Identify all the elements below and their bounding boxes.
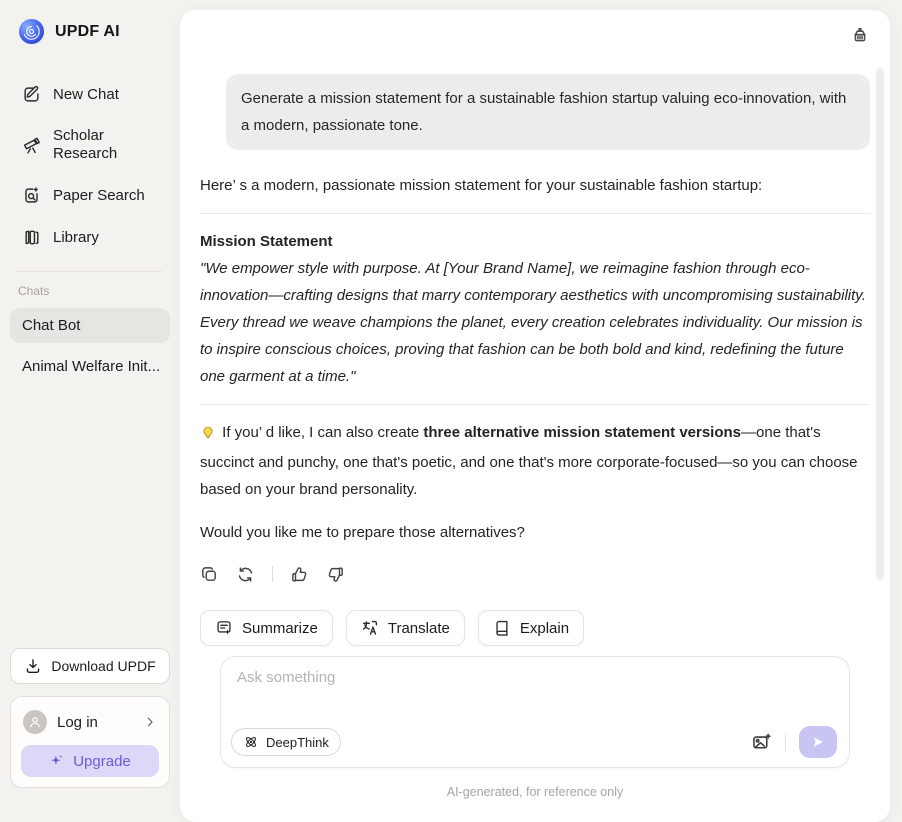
chat-scrollbar[interactable] xyxy=(876,68,884,580)
tip-text: —one that's succinct and punchy, one that's poetic, and one that's more corporate-focused—so you can choose based on your brand personality. xyxy=(200,424,858,498)
download-updf-button[interactable] xyxy=(10,648,170,684)
tip-bold-text: three alternative mission statement versions xyxy=(423,424,742,441)
assistant-intro: Here’ s a modern, passionate mission statement for your sustainable fashion startup: xyxy=(200,177,763,194)
explain-icon xyxy=(493,619,511,637)
sidebar-spacer xyxy=(10,390,170,648)
thumbs-down-button[interactable] xyxy=(326,565,345,584)
user-message-bubble: Generate a mission statement for a sustainable fashion startup valuing eco-innovation, with a modern, passionate tone. xyxy=(226,74,870,150)
sidebar-item-scholar-research[interactable] xyxy=(10,119,170,171)
brand xyxy=(18,18,170,45)
chats-section-label: Chats xyxy=(18,284,50,298)
lightbulb-icon xyxy=(200,422,216,449)
copy-button[interactable] xyxy=(200,565,219,584)
sidebar-item-label: New Chat xyxy=(53,85,119,103)
regenerate-button[interactable] xyxy=(236,565,255,584)
sparkle-icon xyxy=(49,753,65,769)
brand-name: UPDF AI xyxy=(55,22,120,40)
deepthink-toggle[interactable] xyxy=(231,728,341,756)
deepthink-label: DeepThink xyxy=(266,734,329,750)
paper-search-icon xyxy=(22,186,41,205)
sidebar-item-label: Paper Search xyxy=(53,186,145,204)
library-icon xyxy=(22,228,41,247)
deepthink-atom-icon xyxy=(243,734,259,750)
summarize-icon xyxy=(215,619,233,637)
user-message-row xyxy=(200,74,870,150)
sidebar xyxy=(0,0,180,802)
sidebar-item-label: Library xyxy=(53,228,99,246)
message-actions xyxy=(200,564,870,584)
quick-action-label: Translate xyxy=(387,619,450,637)
assistant-message xyxy=(200,172,870,584)
clear-chat-button[interactable] xyxy=(850,26,870,46)
account-card xyxy=(10,696,170,788)
composer-right-tools xyxy=(751,726,837,758)
message-input[interactable] xyxy=(237,669,833,721)
download-updf-label: Download UPDF xyxy=(51,658,156,674)
send-icon xyxy=(810,734,826,750)
chat-messages xyxy=(180,10,890,806)
mission-statement-heading: Mission Statement xyxy=(200,233,333,250)
scholar-research-icon xyxy=(22,136,41,155)
new-chat-icon xyxy=(22,85,41,104)
explain-button[interactable] xyxy=(478,610,584,646)
quick-action-label: Explain xyxy=(519,619,570,637)
sidebar-item-library[interactable] xyxy=(10,220,170,255)
login-label: Log in xyxy=(57,713,98,731)
assistant-followup: Would you like me to prepare those alternatives? xyxy=(200,524,525,541)
updf-logo-icon xyxy=(18,18,45,45)
sidebar-item-new-chat[interactable] xyxy=(10,77,170,112)
assistant-tip xyxy=(200,419,870,503)
translate-icon xyxy=(361,619,379,637)
composer-divider xyxy=(785,733,786,751)
login-button[interactable] xyxy=(23,710,157,734)
actions-divider xyxy=(272,566,273,582)
tip-text: If you’ d like, I can also create xyxy=(218,424,424,441)
mission-statement-quote: "We empower style with purpose. At [Your Brand Name], we reimagine fashion through eco-innovation—crafting designs that marry contemporary aesthetics with uncompromising sustainability. Every thread we weave champions the planet, every creation celebrates individuality. Our mission is to inspire conscious choices, proving that fashion can be both bold and kind, redefining the future one garment at a time." xyxy=(200,260,866,385)
quick-actions xyxy=(200,610,870,646)
ai-disclaimer: AI-generated, for reference only xyxy=(446,785,624,799)
sidebar-item-label: Scholar Research xyxy=(53,127,118,162)
upgrade-label: Upgrade xyxy=(73,752,131,770)
chevron-right-icon xyxy=(143,715,157,729)
upgrade-button[interactable] xyxy=(21,745,159,777)
chat-panel xyxy=(180,10,890,822)
chat-list-item-chat-bot[interactable]: Chat Bot xyxy=(10,308,170,343)
message-divider xyxy=(200,404,870,405)
image-upload-button[interactable] xyxy=(751,732,772,753)
send-button[interactable] xyxy=(799,726,837,758)
copy-icon xyxy=(200,565,219,584)
image-upload-icon xyxy=(751,732,772,753)
chat-list-item-animal-welfare[interactable]: Animal Welfare Init... xyxy=(22,358,161,375)
composer-toolbar xyxy=(231,726,837,758)
avatar xyxy=(23,710,47,734)
sidebar-nav xyxy=(10,77,170,255)
thumbs-up-button[interactable] xyxy=(290,565,309,584)
composer xyxy=(220,656,850,768)
quick-action-label: Summarize xyxy=(242,619,318,637)
summarize-button[interactable] xyxy=(200,610,333,646)
download-icon xyxy=(24,657,42,675)
translate-button[interactable] xyxy=(346,610,465,646)
thumbs-up-icon xyxy=(290,565,309,584)
thumbs-down-icon xyxy=(326,565,345,584)
regenerate-icon xyxy=(236,565,255,584)
sidebar-divider xyxy=(16,271,162,272)
message-divider xyxy=(200,213,870,214)
broom-icon xyxy=(850,26,870,46)
sidebar-item-paper-search[interactable] xyxy=(10,178,170,213)
